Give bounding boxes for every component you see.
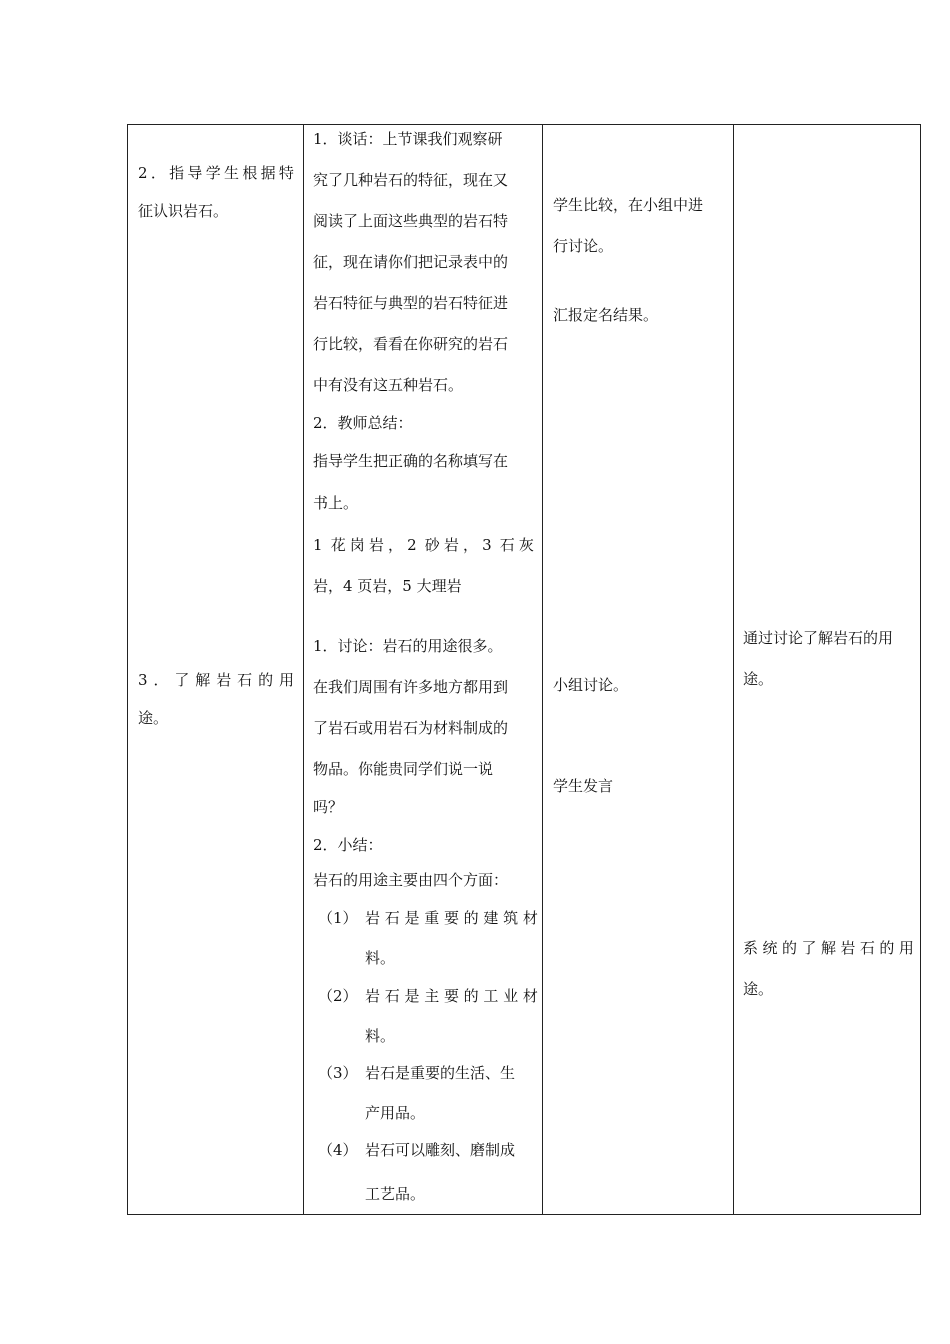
text-line: 汇报定名结果。	[553, 306, 659, 324]
text-line: 究了几种岩石的特征，现在又	[313, 171, 509, 189]
step-3-line: 途。	[138, 709, 169, 727]
text-line: 书上。	[313, 494, 359, 512]
item-number: （1）	[318, 909, 358, 927]
item-number: （3）	[318, 1064, 358, 1082]
step-2-line: 2 ． 指 导 学 生 根 据 特	[138, 164, 294, 182]
text-line: 岩，4 页岩，5 大理岩	[313, 577, 462, 595]
column-divider	[542, 125, 543, 1214]
text-line: 小组讨论。	[553, 676, 629, 694]
item-number: （4）	[318, 1141, 358, 1159]
item-text: 料。	[365, 949, 396, 967]
text-line: 岩石特征与典型的岩石特征进	[313, 294, 509, 312]
text-line: 行比较，看看在你研究的岩石	[313, 335, 509, 353]
text-line: 阅读了上面这些典型的岩石特	[313, 212, 509, 230]
teacher-activity-2	[313, 120, 534, 605]
step-2-cell	[138, 154, 294, 230]
step-3-cell	[138, 661, 294, 737]
text-line: 物品。你能贵同学们说一说	[313, 760, 494, 778]
student-activity-3	[553, 666, 725, 704]
text-line: 途。	[743, 670, 774, 688]
text-line: 中有没有这五种岩石。	[313, 376, 464, 394]
text-line: 岩石的用途主要由四个方面：	[313, 871, 509, 889]
item-text: 岩 石 是 主 要 的 工 业 材	[365, 987, 538, 1005]
item-text: 产用品。	[365, 1104, 426, 1122]
text-line: 学生比较，在小组中进	[553, 196, 704, 214]
text-line: 在我们周围有许多地方都用到	[313, 678, 509, 696]
teacher-activity-3	[313, 627, 534, 899]
item-text: 岩石是重要的生活、生	[365, 1064, 516, 1082]
lesson-table	[127, 124, 921, 1215]
design-intent-1	[743, 619, 914, 698]
text-line: 行讨论。	[553, 237, 614, 255]
student-activity-2b	[553, 296, 725, 334]
design-intent-2	[743, 929, 914, 1008]
text-line: 学生发言	[553, 777, 614, 795]
text-line: 途。	[743, 980, 774, 998]
text-line: 征，现在请你们把记录表中的	[313, 253, 509, 271]
text-line: 2．小结：	[313, 836, 383, 854]
text-line: 1．讨论：岩石的用途很多。	[313, 637, 503, 655]
item-number: （2）	[318, 987, 358, 1005]
item-text: 工艺品。	[365, 1185, 426, 1203]
student-activity-2	[553, 186, 725, 265]
item-text: 料。	[365, 1027, 396, 1045]
text-line: 1．谈话：上节课我们观察研	[313, 130, 503, 148]
text-line: 吗？	[313, 798, 344, 816]
step-2-line: 征认识岩石。	[138, 202, 229, 220]
item-text: 岩 石 是 重 要 的 建 筑 材	[365, 909, 538, 927]
student-activity-3b	[553, 767, 725, 805]
step-3-line: 3 ． 了 解 岩 石 的 用	[138, 671, 294, 689]
text-line: 2．教师总结：	[313, 414, 413, 432]
text-line: 了岩石或用岩石为材料制成的	[313, 719, 509, 737]
item-text: 岩石可以雕刻、磨制成	[365, 1141, 516, 1159]
text-line: 通过讨论了解岩石的用	[743, 629, 894, 647]
text-line: 指导学生把正确的名称填写在	[313, 452, 509, 470]
text-line: 系 统 的 了 解 岩 石 的 用	[743, 939, 914, 957]
column-divider	[733, 125, 734, 1214]
column-divider	[303, 125, 304, 1214]
text-line: 1 花 岗 岩 ， 2 砂 岩 ， 3 石 灰	[313, 536, 534, 554]
